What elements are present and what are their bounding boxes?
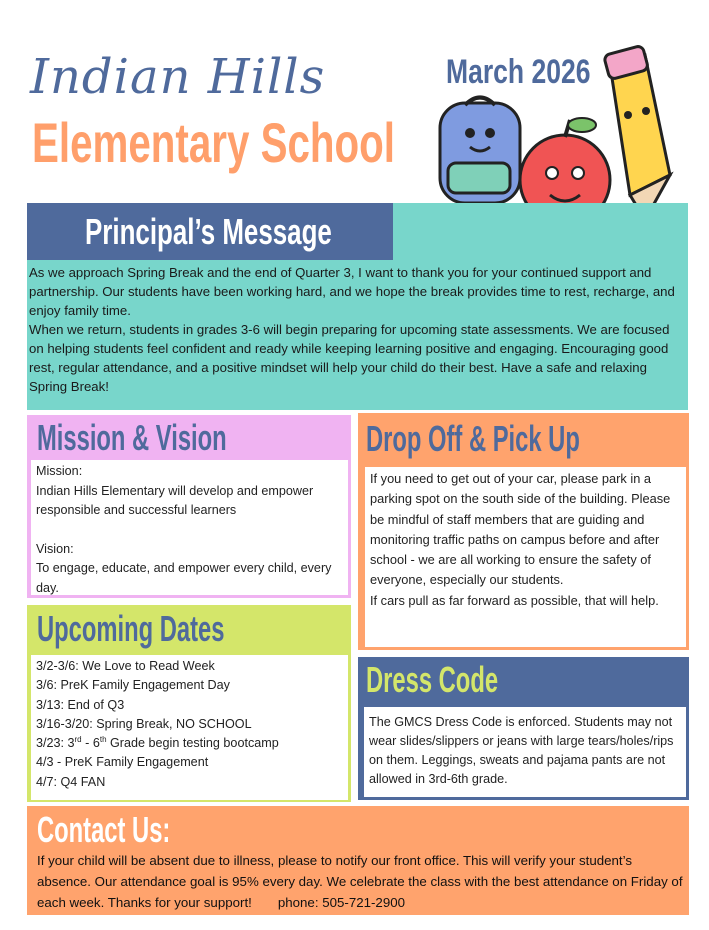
contact-title: Contact Us: — [37, 809, 171, 850]
contact-section — [27, 806, 689, 915]
vision-text: To engage, educate, and empower every child, every day. — [36, 561, 332, 595]
backpack-icon — [440, 98, 520, 204]
upcoming-dates-section — [27, 605, 351, 802]
drop-off-pick-up-section — [358, 413, 689, 650]
principal-message-header — [27, 203, 393, 260]
pencil-icon — [604, 45, 670, 220]
date-item: 3/13: End of Q3 — [36, 697, 125, 712]
principal-message-body — [29, 263, 687, 396]
date-text: Grade begin testing bootcamp — [106, 736, 279, 751]
contact-text: If your child will be absent due to illness, please to notify our front office. This will verify your student’s absence. Our attendance goal is 95% every day. We celebrate the class with the best attendance on Friday of each week. Thanks for your support! — [37, 853, 683, 910]
dress-code-section — [358, 657, 689, 800]
date-item: 4/7: Q4 FAN — [36, 774, 106, 789]
date-item: 3/16-3/20: Spring Break, NO SCHOOL — [36, 716, 252, 731]
drop-off-title: Drop Off & Pick Up — [366, 418, 580, 459]
ordinal: rd — [74, 735, 82, 744]
dress-code-text: The GMCS Dress Code is enforced. Students may not wear slides/slippers or jeans with large tears/holes/rips on them. Leggings, sweats and pajama pants are not allowed in 3rd-6th grade. — [364, 707, 686, 797]
ordinal: th — [99, 735, 107, 744]
date-text: 3/23: 3 — [36, 736, 75, 751]
mission-label: Mission: — [36, 464, 83, 478]
date-text: - 6 — [81, 736, 100, 751]
vision-label: Vision: — [36, 541, 74, 556]
drop-off-text-2: If cars pull as far forward as possible, that will help. — [370, 592, 659, 608]
date-item: 3/2-3/6: We Love to Read Week — [36, 659, 215, 673]
principal-paragraph: When we return, students in grades 3-6 will begin preparing for upcoming state assessments. We are focused on helping students feel confident and ready while keeping learning positive and engaging. Encouraging good rest, regular attendance, and a positive mindset will help your child do their best. Have a safe and relaxing Spring Break! — [29, 322, 670, 394]
date-item: 3/6: PreK Family Engagement Day — [36, 678, 230, 693]
mission-vision-title: Mission & Vision — [37, 417, 227, 458]
mission-text: Indian Hills Elementary will develop and empower responsible and successful learners — [36, 483, 314, 517]
newsletter-month: March 2026 — [446, 53, 591, 91]
dress-code-title: Dress Code — [366, 659, 499, 700]
date-item — [36, 734, 343, 753]
upcoming-dates-title: Upcoming Dates — [37, 608, 225, 649]
principal-paragraph: As we approach Spring Break and the end of Quarter 3, I want to thank you for your continued support and partnership. Our students have been working hard, and we hope the break provides time to rest, recharge, and enjoy family time. — [29, 265, 675, 318]
contact-phone[interactable]: phone: 505-721-2900 — [277, 895, 406, 910]
school-name-line2: Elementary School — [32, 111, 396, 174]
school-name-line1: Indian Hills — [30, 49, 326, 105]
mission-vision-section — [27, 415, 351, 598]
date-item: 4/3 - PreK Family Engagement — [36, 755, 209, 770]
principal-message-title: Principal’s Message — [85, 211, 332, 252]
drop-off-text: If you need to get out of your car, please park in a parking spot on the south side of the building. Please be mindful of staff members that are guiding and monitoring traffic paths on campus before and after school - we are all working to ensure the safety of everyone, especially our students. — [370, 471, 671, 588]
